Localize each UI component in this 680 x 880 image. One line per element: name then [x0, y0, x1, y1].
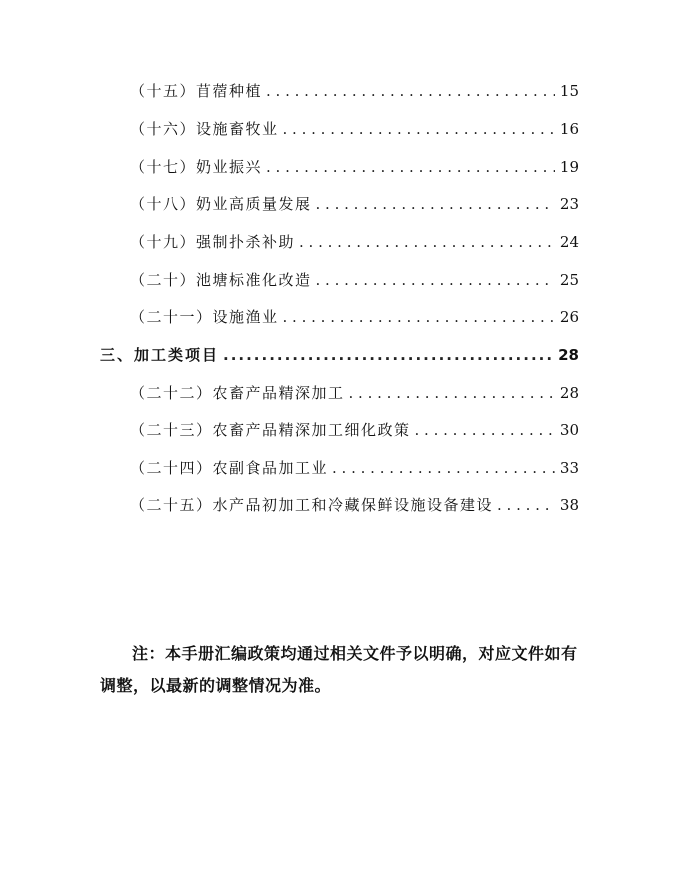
toc-entry-19[interactable] [130, 230, 579, 254]
dot-leader [299, 230, 555, 254]
toc-entry-label: （十九）强制扑杀补助 [130, 233, 296, 251]
toc-page-number: 24 [559, 233, 579, 251]
toc-page-number: 28 [559, 384, 579, 402]
toc-page-number: 33 [559, 459, 579, 477]
handbook-note: 注：本手册汇编政策均通过相关文件予以明确，对应文件如有调整，以最新的调整情况为准。 [100, 644, 578, 695]
dot-leader [316, 192, 555, 216]
toc-page-number: 15 [559, 82, 579, 100]
dot-leader [223, 343, 554, 367]
toc-entry-label: （二十二）农畜产品精深加工 [130, 384, 345, 402]
toc-entry-label: （十六）设施畜牧业 [130, 120, 279, 138]
dot-leader [415, 418, 555, 442]
toc-page-number: 38 [559, 496, 579, 514]
toc-entry-24[interactable] [130, 456, 579, 480]
toc-page-number: 30 [559, 421, 579, 439]
toc-entry-15[interactable] [130, 79, 579, 103]
toc-entry-label: （二十三）农畜产品精深加工细化政策 [130, 421, 411, 439]
dot-leader [283, 305, 555, 329]
dot-leader [332, 456, 555, 480]
dot-leader [349, 381, 555, 405]
toc-section-label: 三、加工类项目 [100, 346, 220, 364]
toc-entry-21[interactable] [130, 305, 579, 329]
toc-entry-23[interactable] [130, 418, 579, 442]
toc-entry-18[interactable] [130, 192, 579, 216]
toc-page-number: 28 [558, 346, 579, 364]
toc-entry-label: （十八）奶业高质量发展 [130, 195, 312, 213]
toc-page-number: 19 [559, 158, 579, 176]
toc-page-number: 16 [559, 120, 579, 138]
toc-entry-label: （二十一）设施渔业 [130, 308, 279, 326]
toc-entry-label: （十七）奶业振兴 [130, 158, 263, 176]
dot-leader [497, 493, 555, 517]
dot-leader [283, 117, 555, 141]
toc-entry-label: （二十）池塘标准化改造 [130, 271, 312, 289]
toc-entry-17[interactable] [130, 155, 579, 179]
dot-leader [266, 155, 555, 179]
dot-leader [266, 79, 555, 103]
toc-entry-25[interactable] [130, 493, 579, 517]
toc-entry-label: （二十四）农副食品加工业 [130, 459, 329, 477]
toc-entry-22[interactable] [130, 381, 579, 405]
toc-page-number: 23 [559, 195, 579, 213]
toc-entry-label: （二十五）水产品初加工和冷藏保鲜设施设备建设 [130, 496, 494, 514]
toc-page-number: 26 [559, 308, 579, 326]
toc-page-number: 25 [559, 271, 579, 289]
toc-entry-20[interactable] [130, 268, 579, 292]
dot-leader [316, 268, 555, 292]
toc-entry-label: （十五）苜蓿种植 [130, 82, 263, 100]
toc-section-processing[interactable] [100, 343, 579, 367]
toc-entry-16[interactable] [130, 117, 579, 141]
